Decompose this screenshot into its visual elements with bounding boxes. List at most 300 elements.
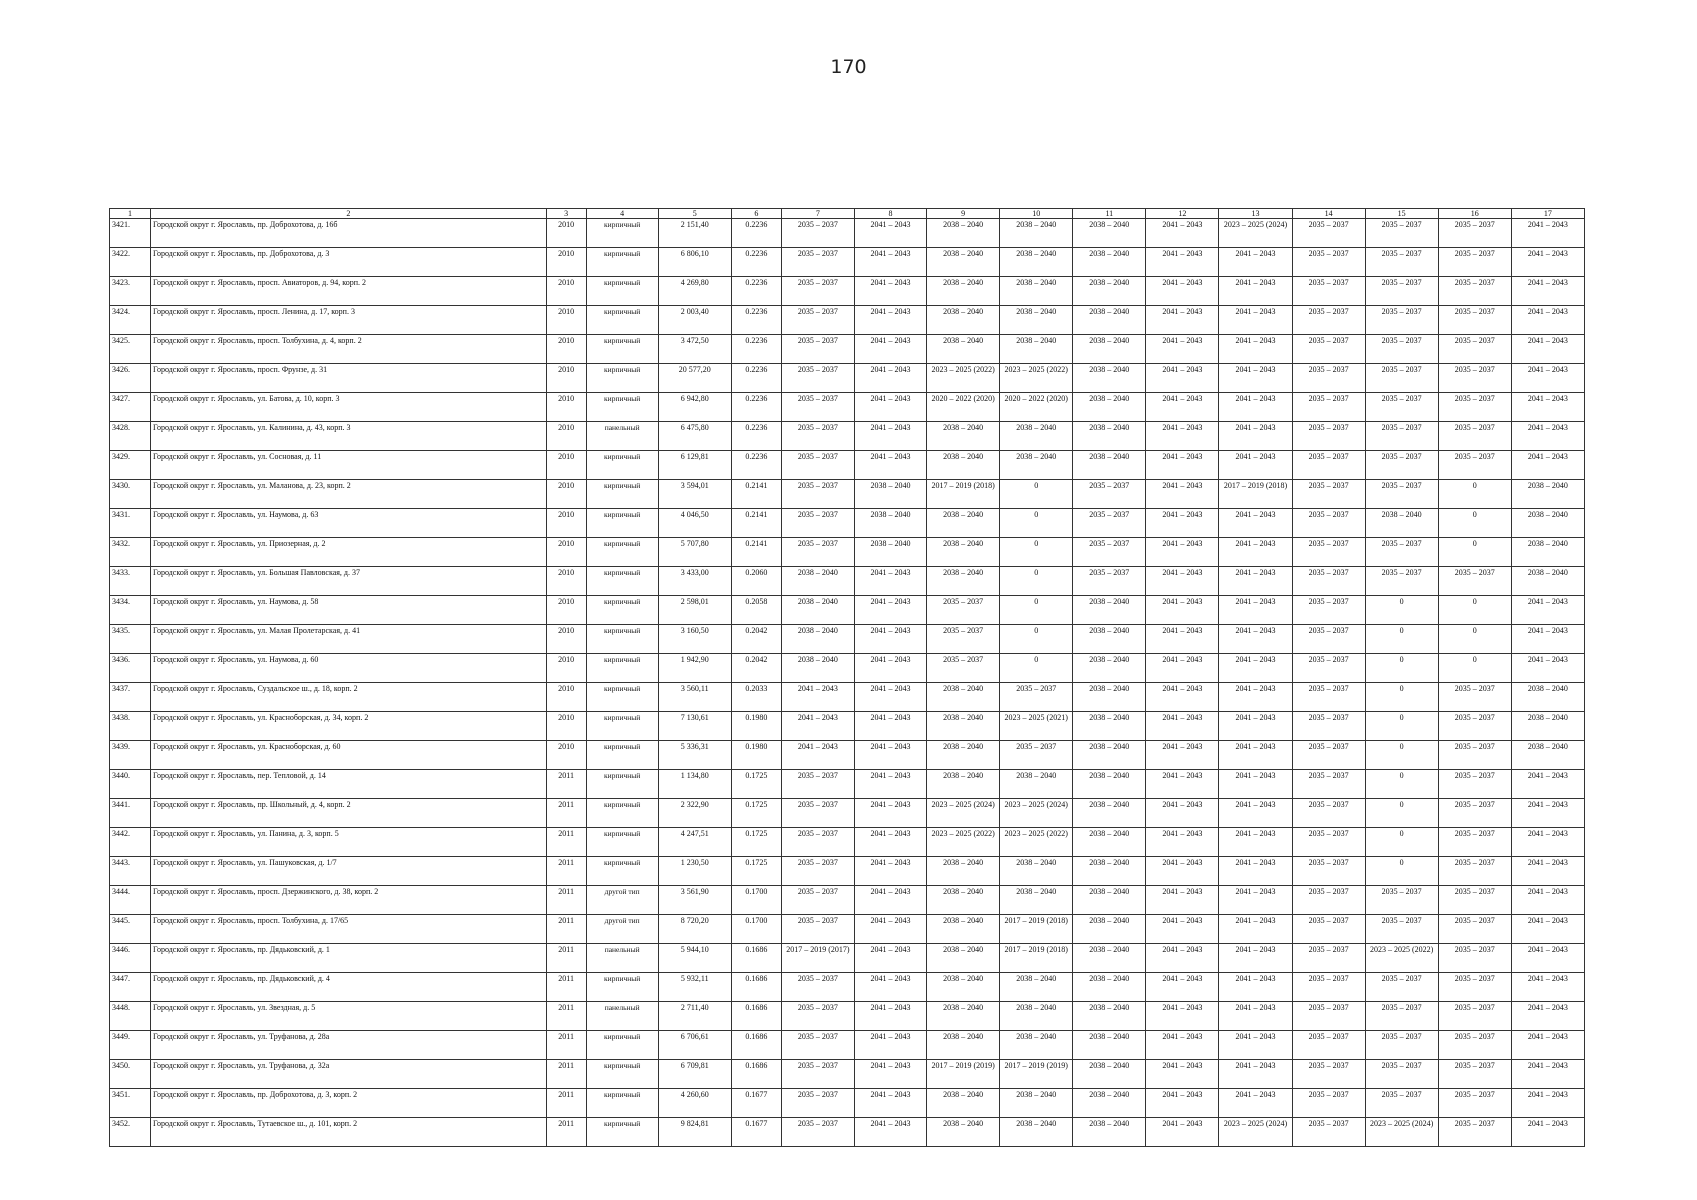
address-cell: Городской округ г. Ярославль, ул. Панина, д. 3, корп. 5 <box>151 828 547 857</box>
table-cell: 2041 – 2043 <box>1219 393 1292 422</box>
table-cell: 0.1725 <box>731 770 781 799</box>
table-cell: 2041 – 2043 <box>1511 248 1584 277</box>
table-row <box>110 944 1585 973</box>
table-cell: 2035 – 2037 <box>1438 1002 1511 1031</box>
table-cell: 2011 <box>546 770 586 799</box>
table-cell: 2035 – 2037 <box>1365 306 1438 335</box>
table-cell: 2038 – 2040 <box>1000 277 1073 306</box>
table-cell: 2010 <box>546 712 586 741</box>
table-cell: кирпичный <box>586 306 658 335</box>
table-cell: другой тип <box>586 915 658 944</box>
table-cell: 2035 – 2037 <box>781 1060 854 1089</box>
table-cell: 0 <box>1438 596 1511 625</box>
table-cell: 2038 – 2040 <box>927 915 1000 944</box>
table-cell: 0 <box>1365 683 1438 712</box>
table-cell: 2035 – 2037 <box>1292 393 1365 422</box>
table-row <box>110 1089 1585 1118</box>
column-header: 2 <box>151 209 547 219</box>
table-cell: 2038 – 2040 <box>1073 306 1146 335</box>
table-cell: 2041 – 2043 <box>854 1031 926 1060</box>
table-cell: 2035 – 2037 <box>1292 364 1365 393</box>
table-cell: 6 942,80 <box>658 393 731 422</box>
table-cell: 2041 – 2043 <box>1511 451 1584 480</box>
table-cell: 0 <box>1000 654 1073 683</box>
table-cell: 0 <box>1000 509 1073 538</box>
table-cell: 2041 – 2043 <box>1219 1060 1292 1089</box>
address-cell: Городской округ г. Ярославль, ул. Батова, д. 10, корп. 3 <box>151 393 547 422</box>
table-cell: 2035 – 2037 <box>1438 944 1511 973</box>
table-cell: 2038 – 2040 <box>1511 509 1584 538</box>
table-cell: 0.2141 <box>731 480 781 509</box>
table-cell: кирпичный <box>586 596 658 625</box>
table-cell: 2038 – 2040 <box>1000 451 1073 480</box>
table-cell: 2023 – 2025 (2021) <box>1000 712 1073 741</box>
table-cell: 2041 – 2043 <box>854 364 926 393</box>
table-cell: 2035 – 2037 <box>1292 422 1365 451</box>
column-header: 11 <box>1073 209 1146 219</box>
table-cell: 0 <box>1000 538 1073 567</box>
table-row <box>110 538 1585 567</box>
row-number: 3422. <box>110 248 151 277</box>
table-cell: 2038 – 2040 <box>1073 683 1146 712</box>
table-cell: 2041 – 2043 <box>854 1118 926 1147</box>
column-header: 4 <box>586 209 658 219</box>
table-cell: 2035 – 2037 <box>781 422 854 451</box>
table-cell: кирпичный <box>586 654 658 683</box>
table-cell: 2038 – 2040 <box>1073 654 1146 683</box>
table-cell: 2017 – 2019 (2019) <box>927 1060 1000 1089</box>
table-cell: 2038 – 2040 <box>854 538 926 567</box>
table-cell: 2038 – 2040 <box>927 1089 1000 1118</box>
table-cell: 2038 – 2040 <box>1000 248 1073 277</box>
table-row <box>110 857 1585 886</box>
table-cell: 2023 – 2025 (2022) <box>1000 364 1073 393</box>
table-cell: 0.1980 <box>731 712 781 741</box>
table-cell: 5 336,31 <box>658 741 731 770</box>
table-cell: 2041 – 2043 <box>1146 364 1219 393</box>
table-cell: 2035 – 2037 <box>1292 567 1365 596</box>
table-cell: 0.1700 <box>731 915 781 944</box>
table-cell: 2038 – 2040 <box>1073 393 1146 422</box>
table-cell: 2035 – 2037 <box>781 335 854 364</box>
table-cell: другой тип <box>586 886 658 915</box>
address-cell: Городской округ г. Ярославль, ул. Наумова, д. 60 <box>151 654 547 683</box>
table-row <box>110 422 1585 451</box>
table-cell: 0 <box>1365 828 1438 857</box>
table-cell: 1 134,80 <box>658 770 731 799</box>
table-cell: кирпичный <box>586 538 658 567</box>
column-header: 10 <box>1000 209 1073 219</box>
table-cell: 2041 – 2043 <box>854 422 926 451</box>
table-cell: 2041 – 2043 <box>1146 567 1219 596</box>
table-cell: 2041 – 2043 <box>1146 596 1219 625</box>
row-number: 3434. <box>110 596 151 625</box>
column-header-row <box>110 209 1585 219</box>
table-cell: 2023 – 2025 (2022) <box>1365 944 1438 973</box>
address-cell: Городской округ г. Ярославль, пр. Дядьковский, д. 1 <box>151 944 547 973</box>
table-cell: 2035 – 2037 <box>781 451 854 480</box>
table-cell: 2038 – 2040 <box>927 857 1000 886</box>
table-cell: 0 <box>1365 799 1438 828</box>
table-cell: 2041 – 2043 <box>854 886 926 915</box>
table-cell: 2035 – 2037 <box>1438 393 1511 422</box>
table-cell: 2041 – 2043 <box>1511 857 1584 886</box>
table-cell: 2010 <box>546 393 586 422</box>
table-cell: 0.2236 <box>731 306 781 335</box>
table-row <box>110 277 1585 306</box>
address-cell: Городской округ г. Ярославль, просп. Толбухина, д. 4, корп. 2 <box>151 335 547 364</box>
table-cell: 2010 <box>546 654 586 683</box>
table-cell: 2035 – 2037 <box>1365 1060 1438 1089</box>
table-cell: 3 561,90 <box>658 886 731 915</box>
table-cell: 2038 – 2040 <box>927 509 1000 538</box>
table-cell: 2035 – 2037 <box>1438 1060 1511 1089</box>
table-cell: 2035 – 2037 <box>1365 538 1438 567</box>
table-cell: кирпичный <box>586 248 658 277</box>
table-cell: 2038 – 2040 <box>927 451 1000 480</box>
table-cell: 2035 – 2037 <box>781 770 854 799</box>
table-cell: 7 130,61 <box>658 712 731 741</box>
table-cell: 0 <box>1000 625 1073 654</box>
table-cell: 0 <box>1438 480 1511 509</box>
table-cell: 2017 – 2019 (2017) <box>781 944 854 973</box>
table-cell: 2041 – 2043 <box>854 857 926 886</box>
table-cell: 2035 – 2037 <box>1292 770 1365 799</box>
table-cell: 2041 – 2043 <box>1219 828 1292 857</box>
table-cell: 2041 – 2043 <box>1219 306 1292 335</box>
table-cell: 2038 – 2040 <box>1073 1002 1146 1031</box>
table-row <box>110 625 1585 654</box>
table-cell: 2035 – 2037 <box>1292 538 1365 567</box>
table-cell: 2035 – 2037 <box>781 1031 854 1060</box>
table-cell: кирпичный <box>586 770 658 799</box>
column-header: 5 <box>658 209 731 219</box>
table-cell: 2035 – 2037 <box>781 1118 854 1147</box>
table-cell: 2041 – 2043 <box>854 1089 926 1118</box>
table-cell: 2035 – 2037 <box>1438 973 1511 1002</box>
table-cell: 2041 – 2043 <box>1219 973 1292 1002</box>
table-cell: 1 230,50 <box>658 857 731 886</box>
row-number: 3428. <box>110 422 151 451</box>
table-cell: 2023 – 2025 (2024) <box>1365 1118 1438 1147</box>
table-cell: 2035 – 2037 <box>781 915 854 944</box>
table-cell: 2041 – 2043 <box>1511 1089 1584 1118</box>
table-cell: 2041 – 2043 <box>1146 857 1219 886</box>
table-cell: 2038 – 2040 <box>781 654 854 683</box>
row-number: 3432. <box>110 538 151 567</box>
table-cell: 0 <box>1000 567 1073 596</box>
table-cell: 0.2058 <box>731 596 781 625</box>
table-cell: 2035 – 2037 <box>781 277 854 306</box>
table-row <box>110 248 1585 277</box>
table-cell: 2010 <box>546 306 586 335</box>
table-cell: 0 <box>1000 480 1073 509</box>
table-cell: 2011 <box>546 886 586 915</box>
table-cell: 2035 – 2037 <box>781 857 854 886</box>
address-cell: Городской округ г. Ярославль, пр. Доброхотова, д. 3, корп. 2 <box>151 1089 547 1118</box>
table-cell: 2041 – 2043 <box>1511 1002 1584 1031</box>
column-header: 14 <box>1292 209 1365 219</box>
table-cell: 2035 – 2037 <box>1438 1089 1511 1118</box>
table-cell: 2038 – 2040 <box>927 683 1000 712</box>
table-cell: 2011 <box>546 944 586 973</box>
table-cell: 2017 – 2019 (2019) <box>1000 1060 1073 1089</box>
table-cell: 2038 – 2040 <box>927 973 1000 1002</box>
table-cell: 0.2141 <box>731 509 781 538</box>
table-cell: 8 720,20 <box>658 915 731 944</box>
table-cell: 2038 – 2040 <box>1000 1002 1073 1031</box>
table-cell: 2035 – 2037 <box>1292 973 1365 1002</box>
table-cell: 2041 – 2043 <box>1511 625 1584 654</box>
table-cell: 2035 – 2037 <box>781 248 854 277</box>
table-cell: 0.2236 <box>731 364 781 393</box>
table-cell: 0.1700 <box>731 886 781 915</box>
table-cell: 2041 – 2043 <box>1146 828 1219 857</box>
table-cell: 2038 – 2040 <box>927 1031 1000 1060</box>
table-cell: 2023 – 2025 (2024) <box>1000 799 1073 828</box>
table-cell: 0.1677 <box>731 1089 781 1118</box>
table-row <box>110 509 1585 538</box>
table-cell: 2010 <box>546 625 586 654</box>
address-cell: Городской округ г. Ярославль, пр. Доброхотова, д. 3 <box>151 248 547 277</box>
table-cell: 2020 – 2022 (2020) <box>927 393 1000 422</box>
table-cell: 2023 – 2025 (2024) <box>1219 219 1292 248</box>
table-cell: 2041 – 2043 <box>1511 973 1584 1002</box>
table-cell: 2038 – 2040 <box>854 509 926 538</box>
row-number: 3444. <box>110 886 151 915</box>
table-cell: 2041 – 2043 <box>1219 915 1292 944</box>
table-row <box>110 741 1585 770</box>
table-row <box>110 596 1585 625</box>
column-header: 16 <box>1438 209 1511 219</box>
table-cell: 2038 – 2040 <box>1000 219 1073 248</box>
schedule-table <box>109 208 1585 1147</box>
table-cell: 2035 – 2037 <box>1438 886 1511 915</box>
table-cell: 2038 – 2040 <box>1073 335 1146 364</box>
table-cell: 2035 – 2037 <box>1292 886 1365 915</box>
table-cell: 2041 – 2043 <box>854 219 926 248</box>
table-cell: 2041 – 2043 <box>1219 422 1292 451</box>
table-cell: кирпичный <box>586 480 658 509</box>
table-cell: 2041 – 2043 <box>1146 770 1219 799</box>
row-number: 3433. <box>110 567 151 596</box>
table-cell: 2035 – 2037 <box>1292 915 1365 944</box>
table-cell: 2041 – 2043 <box>1146 451 1219 480</box>
address-cell: Городской округ г. Ярославль, ул. Труфанова, д. 32а <box>151 1060 547 1089</box>
table-cell: 2041 – 2043 <box>1146 625 1219 654</box>
table-cell: 3 472,50 <box>658 335 731 364</box>
table-cell: 2041 – 2043 <box>1219 277 1292 306</box>
table-cell: 2011 <box>546 1031 586 1060</box>
table-cell: 2035 – 2037 <box>1365 451 1438 480</box>
table-cell: 2041 – 2043 <box>1146 509 1219 538</box>
table-cell: 0.2236 <box>731 277 781 306</box>
table-cell: 0 <box>1438 509 1511 538</box>
table-cell: 2038 – 2040 <box>1073 277 1146 306</box>
table-cell: 2035 – 2037 <box>1292 451 1365 480</box>
table-cell: 2041 – 2043 <box>1146 335 1219 364</box>
table-cell: 2041 – 2043 <box>854 915 926 944</box>
table-cell: 2035 – 2037 <box>1292 1031 1365 1060</box>
table-cell: 5 944,10 <box>658 944 731 973</box>
table-cell: 2035 – 2037 <box>1292 654 1365 683</box>
table-cell: 2035 – 2037 <box>1438 277 1511 306</box>
table-cell: 2038 – 2040 <box>1511 567 1584 596</box>
table-cell: 2038 – 2040 <box>927 944 1000 973</box>
address-cell: Городской округ г. Ярославль, ул. Приозерная, д. 2 <box>151 538 547 567</box>
table-cell: кирпичный <box>586 277 658 306</box>
table-cell: 2035 – 2037 <box>1292 828 1365 857</box>
table-cell: 0.2033 <box>731 683 781 712</box>
table-cell: 2041 – 2043 <box>1219 770 1292 799</box>
row-number: 3445. <box>110 915 151 944</box>
table-cell: 2041 – 2043 <box>1219 335 1292 364</box>
row-number: 3449. <box>110 1031 151 1060</box>
table-row <box>110 364 1585 393</box>
table-row <box>110 567 1585 596</box>
table-cell: 2038 – 2040 <box>927 335 1000 364</box>
row-number: 3446. <box>110 944 151 973</box>
table-cell: кирпичный <box>586 712 658 741</box>
table-cell: 0.2060 <box>731 567 781 596</box>
address-cell: Городской округ г. Ярославль, ул. Сосновая, д. 11 <box>151 451 547 480</box>
table-cell: 2041 – 2043 <box>854 712 926 741</box>
table-cell: 2038 – 2040 <box>1073 915 1146 944</box>
table-cell: 2038 – 2040 <box>927 886 1000 915</box>
table-cell: 2035 – 2037 <box>781 538 854 567</box>
table-cell: 2038 – 2040 <box>1073 741 1146 770</box>
table-cell: 2041 – 2043 <box>1146 741 1219 770</box>
table-cell: 2035 – 2037 <box>1438 335 1511 364</box>
table-cell: 2038 – 2040 <box>1073 248 1146 277</box>
row-number: 3435. <box>110 625 151 654</box>
column-header: 13 <box>1219 209 1292 219</box>
table-cell: 2011 <box>546 799 586 828</box>
table-cell: 2041 – 2043 <box>1219 364 1292 393</box>
table-cell: 2035 – 2037 <box>1438 567 1511 596</box>
table-cell: 2035 – 2037 <box>1365 973 1438 1002</box>
table-cell: 2038 – 2040 <box>927 1002 1000 1031</box>
table-row <box>110 770 1585 799</box>
table-cell: 2010 <box>546 422 586 451</box>
table-cell: 2041 – 2043 <box>1511 596 1584 625</box>
table-row <box>110 480 1585 509</box>
table-cell: 2041 – 2043 <box>1219 625 1292 654</box>
table-cell: 2038 – 2040 <box>1073 422 1146 451</box>
table-cell: 2035 – 2037 <box>1365 915 1438 944</box>
table-cell: 2035 – 2037 <box>1292 277 1365 306</box>
table-cell: кирпичный <box>586 335 658 364</box>
table-cell: 2041 – 2043 <box>1219 1031 1292 1060</box>
table-cell: 0 <box>1000 596 1073 625</box>
table-cell: 2038 – 2040 <box>1073 828 1146 857</box>
address-cell: Городской округ г. Ярославль, ул. Пашуковская, д. 1/7 <box>151 857 547 886</box>
table-cell: 2 003,40 <box>658 306 731 335</box>
table-cell: 2035 – 2037 <box>1292 335 1365 364</box>
table-cell: 3 560,11 <box>658 683 731 712</box>
table-cell: 2041 – 2043 <box>854 741 926 770</box>
table-cell: 2038 – 2040 <box>781 625 854 654</box>
table-cell: 2011 <box>546 1060 586 1089</box>
table-cell: 2041 – 2043 <box>854 1060 926 1089</box>
table-cell: 0.2042 <box>731 654 781 683</box>
table-cell: кирпичный <box>586 857 658 886</box>
table-cell: 2041 – 2043 <box>1146 886 1219 915</box>
table-cell: 2038 – 2040 <box>927 277 1000 306</box>
table-cell: 0.1677 <box>731 1118 781 1147</box>
row-number: 3429. <box>110 451 151 480</box>
table-cell: 2038 – 2040 <box>1073 857 1146 886</box>
row-number: 3427. <box>110 393 151 422</box>
row-number: 3437. <box>110 683 151 712</box>
table-cell: 2011 <box>546 857 586 886</box>
table-cell: 0.1725 <box>731 857 781 886</box>
table-cell: 2041 – 2043 <box>1146 654 1219 683</box>
table-cell: 2035 – 2037 <box>1365 567 1438 596</box>
table-cell: 2035 – 2037 <box>1292 1118 1365 1147</box>
table-cell: 2035 – 2037 <box>1292 799 1365 828</box>
table-cell: 0 <box>1365 654 1438 683</box>
table-row <box>110 799 1585 828</box>
table-cell: 2038 – 2040 <box>1073 799 1146 828</box>
table-cell: 6 706,61 <box>658 1031 731 1060</box>
table-cell: 2041 – 2043 <box>1511 364 1584 393</box>
table-cell: 2041 – 2043 <box>854 770 926 799</box>
table-cell: 0 <box>1365 596 1438 625</box>
table-cell: 3 160,50 <box>658 625 731 654</box>
table-cell: 2010 <box>546 335 586 364</box>
table-cell: 6 806,10 <box>658 248 731 277</box>
table-cell: 3 594,01 <box>658 480 731 509</box>
table-cell: 2041 – 2043 <box>1219 944 1292 973</box>
table-cell: 2035 – 2037 <box>1292 1089 1365 1118</box>
table-cell: 6 709,81 <box>658 1060 731 1089</box>
table-cell: 2038 – 2040 <box>927 219 1000 248</box>
table-cell: 2010 <box>546 248 586 277</box>
table-cell: 0 <box>1438 654 1511 683</box>
address-cell: Городской округ г. Ярославль, ул. Маланова, д. 23, корп. 2 <box>151 480 547 509</box>
table-cell: 2023 – 2025 (2022) <box>927 828 1000 857</box>
table-cell: панельный <box>586 422 658 451</box>
row-number: 3448. <box>110 1002 151 1031</box>
table-row <box>110 1060 1585 1089</box>
table-cell: 2035 – 2037 <box>1000 683 1073 712</box>
table-cell: 2041 – 2043 <box>1511 219 1584 248</box>
address-cell: Городской округ г. Ярославль, ул. Калинина, д. 43, корп. 3 <box>151 422 547 451</box>
table-cell: 2035 – 2037 <box>1365 277 1438 306</box>
table-cell: 2035 – 2037 <box>1292 683 1365 712</box>
address-cell: Городской округ г. Ярославль, пер. Тепловой, д. 14 <box>151 770 547 799</box>
table-cell: 2010 <box>546 364 586 393</box>
table-cell: 2010 <box>546 509 586 538</box>
table-cell: 0.2236 <box>731 451 781 480</box>
row-number: 3452. <box>110 1118 151 1147</box>
table-cell: 2035 – 2037 <box>1000 741 1073 770</box>
address-cell: Городской округ г. Ярославль, ул. Красноборская, д. 34, корп. 2 <box>151 712 547 741</box>
address-cell: Городской округ г. Ярославль, ул. Красноборская, д. 60 <box>151 741 547 770</box>
table-cell: 2038 – 2040 <box>854 480 926 509</box>
table-cell: 1 942,90 <box>658 654 731 683</box>
table-cell: 0.1725 <box>731 828 781 857</box>
column-header: 6 <box>731 209 781 219</box>
table-row <box>110 1031 1585 1060</box>
table-cell: 2038 – 2040 <box>1073 1118 1146 1147</box>
table-row <box>110 335 1585 364</box>
table-cell: 2038 – 2040 <box>927 422 1000 451</box>
table-cell: 2035 – 2037 <box>1438 219 1511 248</box>
row-number: 3439. <box>110 741 151 770</box>
table-cell: 2035 – 2037 <box>1365 422 1438 451</box>
